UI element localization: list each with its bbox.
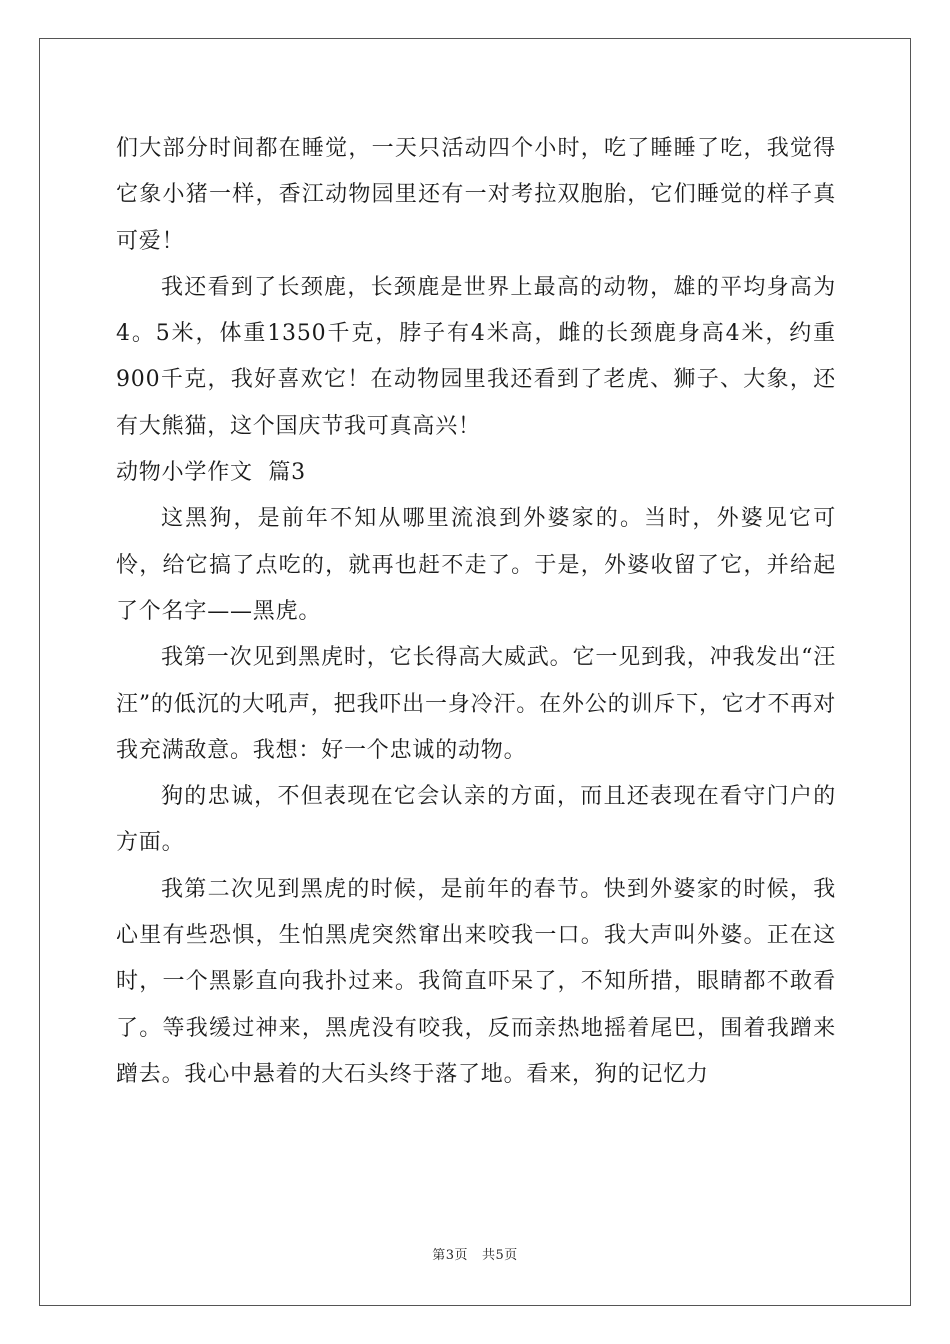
paragraph: 我第二次见到黑虎的时候，是前年的春节。快到外婆家的时候，我心里有些恐惧，生怕黑虎突然窜出来咬我一口。我大声叫外婆。正在这时，一个黑影直向我扑过来。我简直吓呆了，不知所措，眼睛都不敢看了。等我缓过神来，黑虎没有咬我，反而亲热地摇着尾巴，围着我蹭来蹭去。我心中悬着的大石头终于落了地。看来，狗的记忆力 <box>116 876 836 1087</box>
section-heading: 动物小学作文 篇3 <box>116 460 306 486</box>
paragraph: 我还看到了长颈鹿，长颈鹿是世界上最高的动物，雄的平均身高为4。5米，体重1350千克，脖子有4米高，雌的长颈鹿身高4米，约重900千克，我好喜欢它！在动物园里我还看到了老虎、狮子、大象，还有大熊猫，这个国庆节我可真高兴！ <box>116 274 836 439</box>
paragraph: 狗的忠诚，不但表现在它会认亲的方面，而且还表现在看守门户的方面。 <box>116 784 836 856</box>
page-number-current: 第3页 <box>432 1248 469 1263</box>
page-footer <box>0 1244 950 1263</box>
page-number-total: 共5页 <box>481 1248 518 1263</box>
paragraph: 我第一次见到黑虎时，它长得高大威武。它一见到我，冲我发出“汪汪”的低沉的大吼声，把我吓出一身冷汗。在外公的训斥下，它才不再对我充满敌意。我想：好一个忠诚的动物。 <box>116 645 836 763</box>
document-body <box>116 126 836 1098</box>
paragraph: 这黑狗，是前年不知从哪里流浪到外婆家的。当时，外婆见它可怜，给它搞了点吃的，就再也赶不走了。于是，外婆收留了它，并给起了个名字——黑虎。 <box>116 506 836 624</box>
paragraph: 们大部分时间都在睡觉，一天只活动四个小时，吃了睡睡了吃，我觉得它象小猪一样，香江动物园里还有一对考拉双胞胎，它们睡觉的样子真可爱！ <box>116 136 836 254</box>
